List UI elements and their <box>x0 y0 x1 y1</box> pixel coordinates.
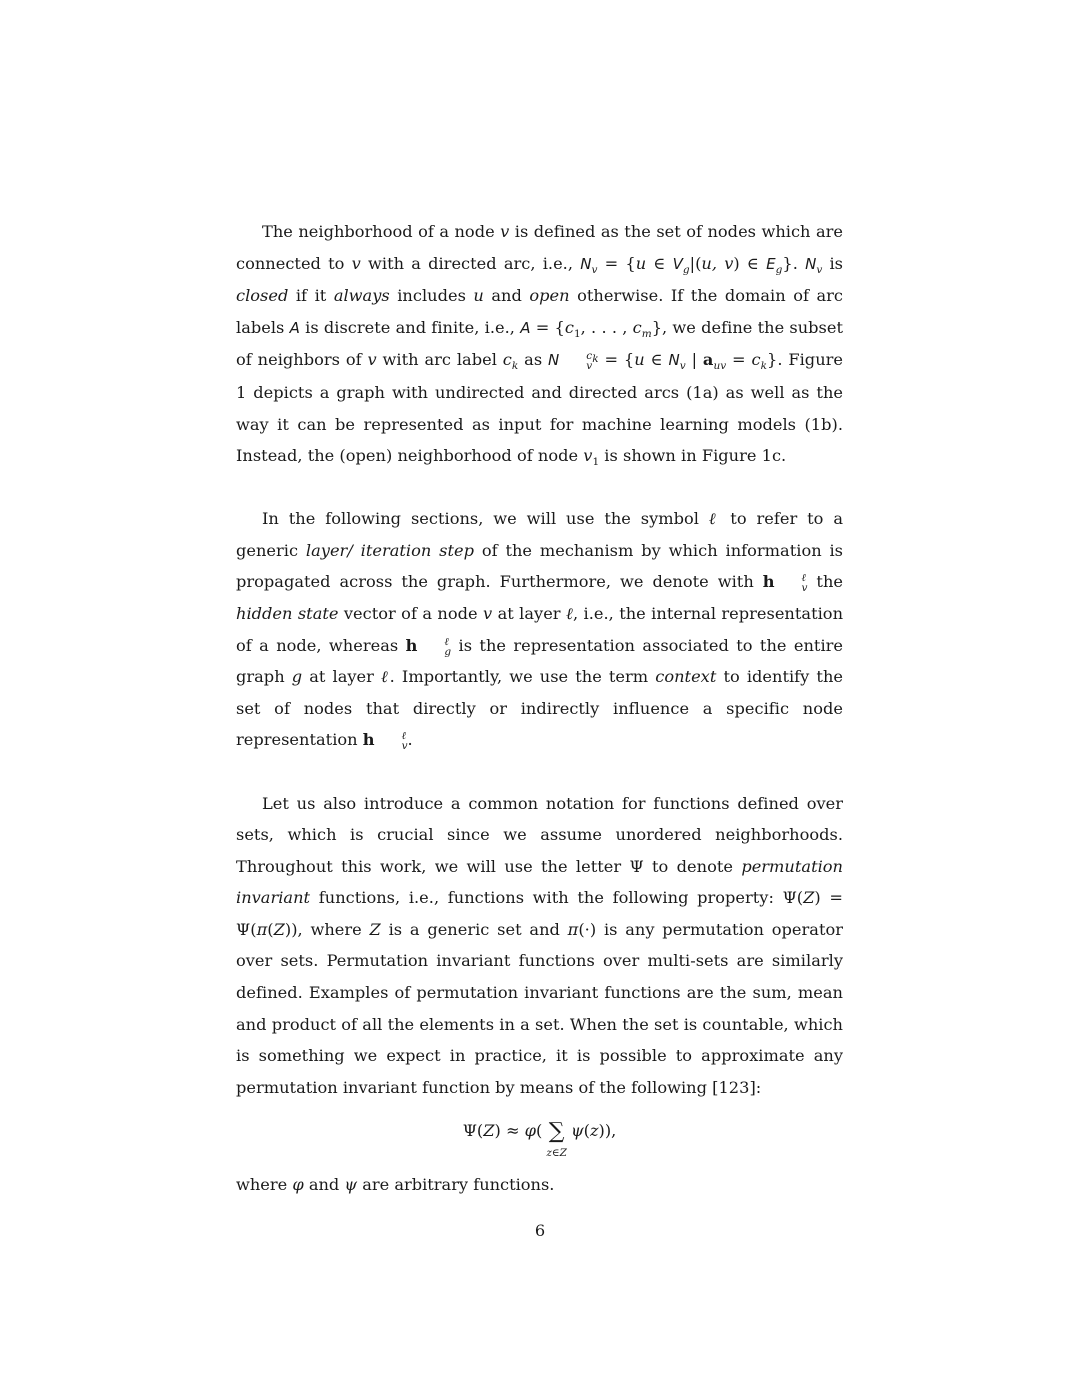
paragraph-permutation: Let us also introduce a common notation for functions defined over sets, which is crucial since we assume unordered neighborhoods. Throughout this work, we will use the letter Ψ to denote permutation invariant functions, i.e., functions with the following property: Ψ(Z) = Ψ(π(Z)), where Z is a generic set and π(·) is any permutation operator over sets. Permutation invariant functions over multi-sets are similarly defined. Examples of permutation invariant functions are the sum, mean and product of all the elements in a set. When the set is countable, which is something we expect in practice, it is possible to approximate any permutation invariant function by means of the following [123]: <box>236 793 844 1097</box>
equation-rhs: ψ(z)), <box>570 1121 617 1141</box>
sum-operator <box>546 1121 567 1159</box>
paragraph-layers: In the following sections, we will use the symbol ℓ to refer to a generic layer/ iteration step of the mechanism by which information is propagated across the graph. Furthermore, we denote with h ℓ v the hidden state vector of a node v at layer ℓ, i.e., the internal representation of a node, whereas h ℓ g is the representation associated to the entire graph g at layer ℓ. Importantly, we use the term context to identify the set of nodes that directly or indirectly influence a specific node representation h ℓ v . <box>236 509 844 753</box>
equation-lhs: Ψ(Z) ≈ φ( <box>462 1121 543 1141</box>
sum-limit: z∈Z <box>546 1147 567 1160</box>
paragraph-neighborhood: The neighborhood of a node v is defined as the set of nodes which are connected to v with a directed arc, i.e., $N_v = \{u$ ∈ $V_g|(u$, v) ∈ $E_g$}. $N_v$ is closed if it always includes u and open otherwise. If the domain of arc labels A is discrete and finite, i.e., $A = \{c_1$, . . . , $c_m$}, we define the subset of neighbors of v with arc label $c_k$ as N $c_k$ v = {u ∈ $N_v$ | $a_{uv} = c_k$}. Figure 1 depicts a graph with undirected and directed arcs (1a) as well as the way it can be represented as input for machine learning models (1b). Instead, the (open) neighborhood of node $v_1$ is shown in Figure 1c. <box>236 222 844 469</box>
sum-symbol: ∑ <box>548 1119 565 1145</box>
page-body <box>236 216 843 1201</box>
equation-approximation <box>236 1121 843 1173</box>
paragraph-after-equation: where φ and ψ are arbitrary functions. <box>236 1175 555 1195</box>
page-number: 6 <box>534 1221 546 1240</box>
